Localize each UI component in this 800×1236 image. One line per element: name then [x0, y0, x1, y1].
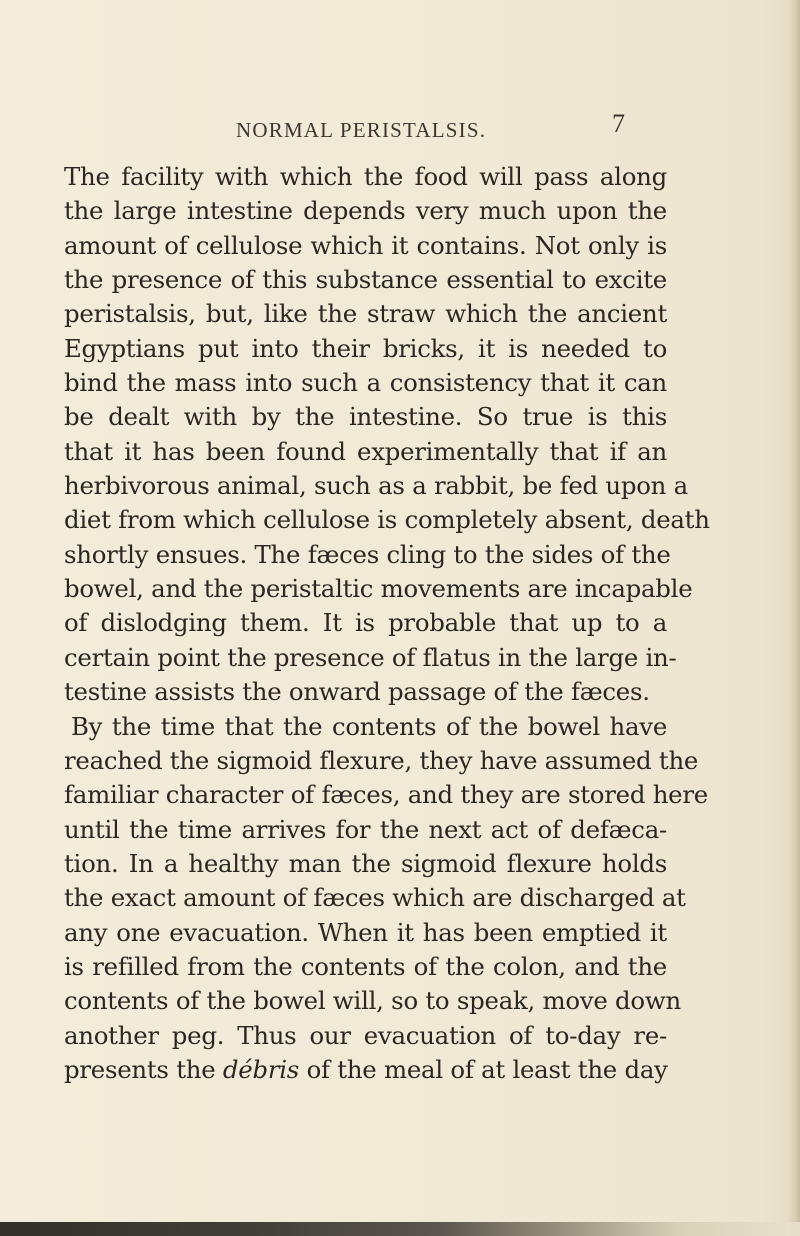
text-line: By the time that the contents of the bowel have [71, 711, 667, 741]
text-line: the large intestine depends very much upon the [64, 196, 667, 226]
text-line: shortly ensues. The fæces cling to the sides of the [64, 539, 671, 569]
text-line: peristalsis, but, like the straw which the ancient [64, 299, 667, 329]
text-line: that it has been found experimentally that if an [64, 436, 667, 466]
text-line: herbivorous animal, such as a rabbit, be fed upon a [64, 471, 688, 501]
body-text [64, 160, 710, 1087]
text-line-last [64, 1053, 667, 1087]
text-line: the exact amount of fæces which are discharged at [64, 883, 686, 913]
text-line: The facility with which the food will pass along [64, 162, 667, 191]
text-line: another peg. Thus our evacuation of to-day re- [64, 1020, 667, 1050]
text-line: Egyptians put into their bricks, it is needed to [64, 333, 667, 363]
text-line: testine assists the onward passage of the fæces. [64, 677, 650, 707]
text-line: bind the mass into such a consistency that it can [64, 368, 667, 398]
text-line: reached the sigmoid flexure, they have assumed the [64, 745, 699, 775]
page-bottom-edge [0, 1222, 800, 1236]
text-line: familiar character of fæces, and they are stored here [64, 780, 708, 810]
text-line: amount of cellulose which it contains. Not only is [64, 230, 667, 260]
text-line: the presence of this substance essential to excite [64, 265, 667, 295]
text-line: diet from which cellulose is completely absent, death [64, 505, 710, 535]
text-line: bowel, and the peristaltic movements are incapable [64, 574, 693, 604]
text-line: is refilled from the contents of the colon, and the [64, 951, 667, 981]
text-segment: of the meal of at least the day [306, 1054, 668, 1084]
italic-word: débris [222, 1054, 300, 1084]
running-head: NORMAL PERISTALSIS. [236, 118, 487, 142]
text-segment: presents the [64, 1054, 216, 1084]
text-line: tion. In a healthy man the sigmoid flexure holds [64, 848, 667, 878]
page-header [0, 109, 800, 148]
page-edge-shadow [786, 0, 800, 1236]
text-line: any one evacuation. When it has been emptied it [64, 917, 667, 947]
text-line: until the time arrives for the next act of defæca- [64, 814, 667, 844]
text-line: of dislodging them. It is probable that up to a [64, 608, 667, 638]
text-line: be dealt with by the intestine. So true is this [64, 402, 667, 432]
page-number: 7 [612, 109, 625, 138]
text-line: certain point the presence of flatus in the large in- [64, 642, 677, 672]
text-line: contents of the bowel will, so to speak, move down [64, 986, 681, 1016]
